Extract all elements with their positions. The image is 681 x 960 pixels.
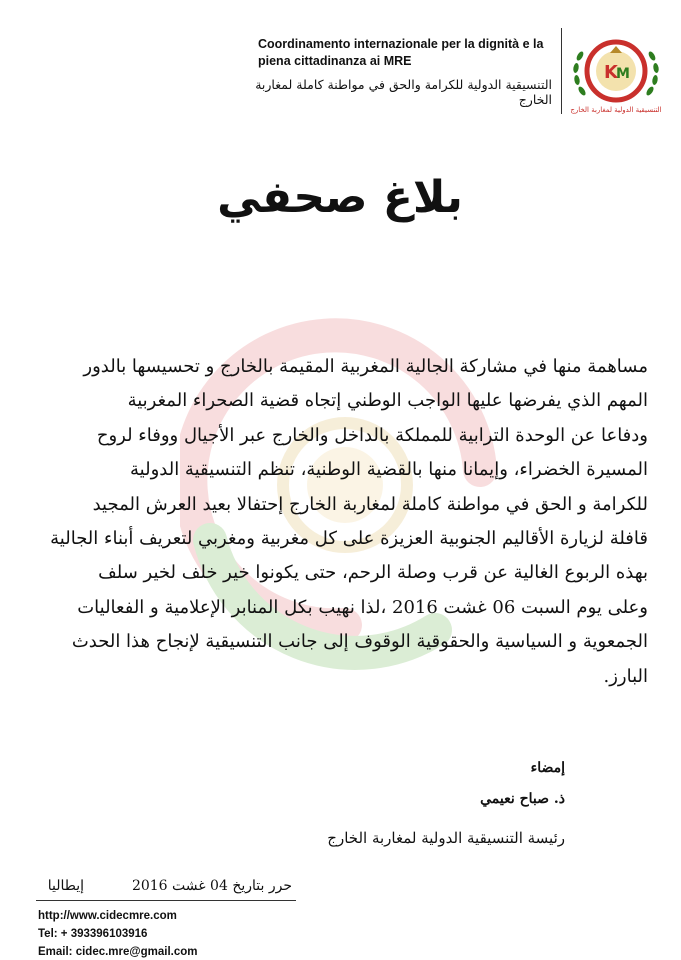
header-italian [258,36,558,70]
footer-divider [36,900,296,901]
organization-logo [566,26,666,118]
svg-text:M: M [616,66,630,82]
issue-country: إيطاليا [47,878,84,894]
body-line: المسيرة الخضراء، وإيمانا منها بالقضية الوطنية، تنظم التنسيقية الدولية [130,459,648,481]
signatory-name: ذ. صباح نعيمي [480,791,565,807]
body-line: بهذه الربوع الغالية عن قرب وصلة الرحم، حتى يكونوا خير خلف لخير سلف [98,562,648,584]
header-divider [561,28,562,114]
phone-number: Tel: + 393396103916 [38,928,148,940]
header-italian-line2: piena cittadinanza ai MRE [258,54,412,68]
logo-caption: التنسيقية الدولية لمغاربة الخارج [570,106,662,114]
header-arabic: التنسيقية الدولية للكرامة والحق في مواطنة كاملة لمغاربة الخارج [255,77,552,107]
body-line: وعلى يوم السبت 06 غشت 2016 ،لذا نهيب بكل المنابر الإعلامية و الفعاليات [77,596,648,618]
header-italian-line1: Coordinamento internazionale per la dignità e la [258,37,544,51]
press-release-body [28,350,648,694]
body-line: المهم الذي يفرضها عليها الواجب الوطني إتجاه قضية الصحراء المغربية [127,390,648,412]
signatory-role: رئيسة التنسيقية الدولية لمغاربة الخارج [327,829,565,847]
email-address[interactable]: Email: cidec.mre@gmail.com [38,946,198,958]
body-line: البارز. [603,665,648,687]
body-line: الجمعوية و السياسية والحقوقية الوقوف إلى جانب التنسيقية لإنجاح هذا الحدث [71,631,648,653]
body-line: للكرامة و الحق في مواطنة كاملة لمغاربة الخارج إحتفالا بعيد العرش المجيد [92,493,648,515]
website-link[interactable]: http://www.cidecmre.com [38,910,177,922]
svg-text:K: K [604,62,618,83]
body-line: ودفاعا عن الوحدة الترابية للمملكة بالداخل والخارج عبر الأجيال ووفاء لروح [96,424,648,446]
body-line: قافلة لزيارة الأقاليم الجنوبية العزيزة على كل مغربية ومغربي لتعريف أبناء الجالية [50,528,648,550]
document-title: بلاغ صحفي [217,172,463,223]
body-line: مساهمة منها في مشاركة الجالية المغربية المقيمة بالخارج و تحسيسها بالدور [83,356,648,377]
signature-label: إمضاء [530,760,565,776]
issue-date: حرر بتاريخ 04 غشت 2016 [131,878,292,894]
